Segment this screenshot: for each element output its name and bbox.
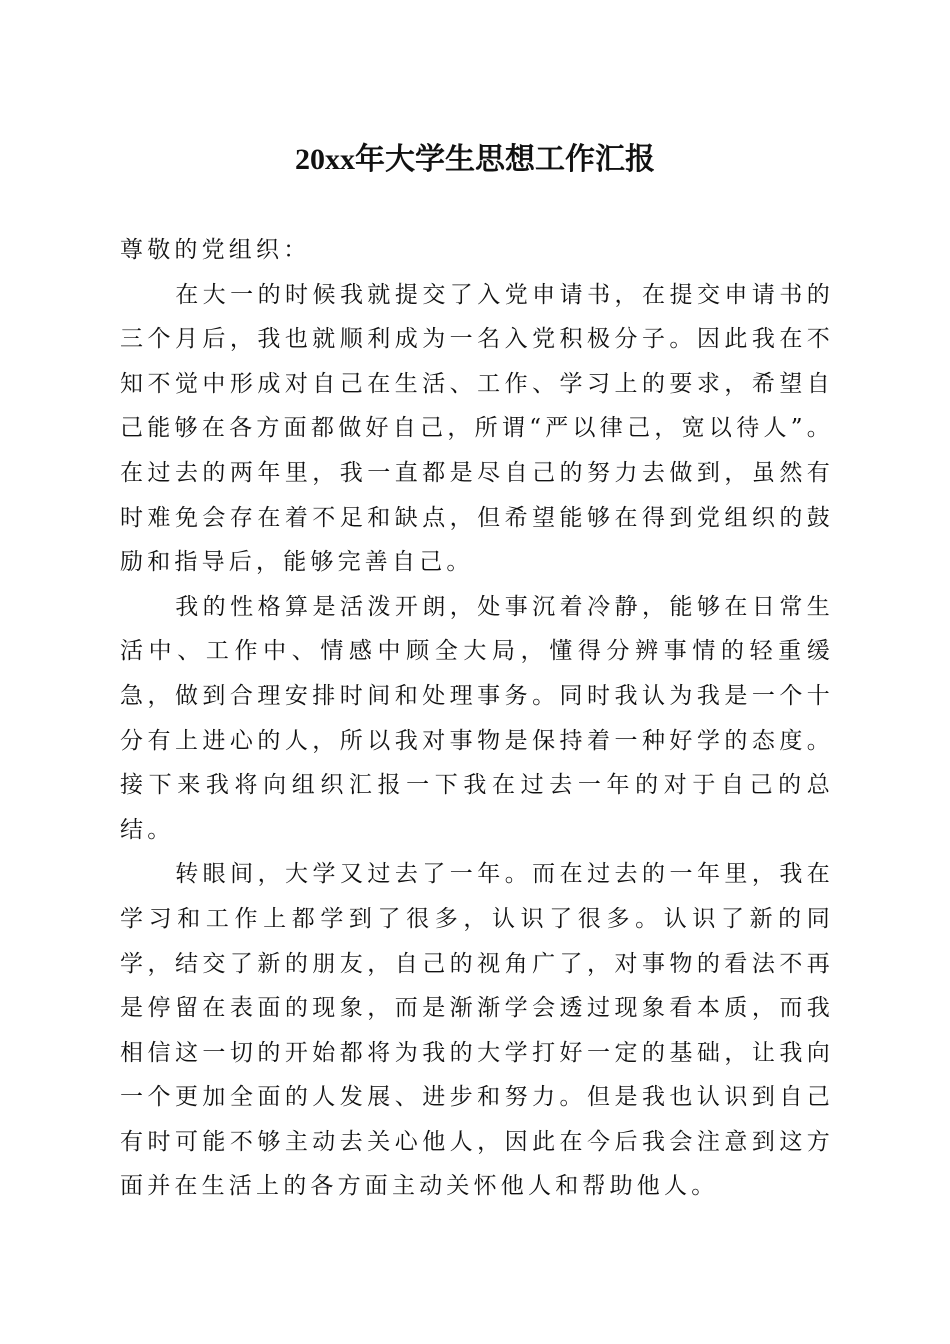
document-body [120, 228, 834, 1209]
paragraph-2: 我的性格算是活泼开朗，处事沉着冷静，能够在日常生活中、工作中、情感中顾全大局，懂得分辨事情的轻重缓急，做到合理安排时间和处理事务。同时我认为我是一个十分有上进心的人，所以我对事物是保持着一种好学的态度。接下来我将向组织汇报一下我在过去一年的对于自己的总结。 [120, 593, 834, 843]
document-title: 20xx年大学生思想工作汇报 [295, 143, 655, 176]
salutation: 尊敬的党组织： [120, 237, 311, 263]
paragraph-1: 在大一的时候我就提交了入党申请书，在提交申请书的三个月后，我也就顺利成为一名入党积极分子。因此我在不知不觉中形成对自己在生活、工作、学习上的要求，希望自己能够在各方面都做好自己，所谓“严以律己，宽以待人”。在过去的两年里，我一直都是尽自己的努力去做到，虽然有时难免会存在着不足和缺点，但希望能够在得到党组织的鼓励和指导后，能够完善自己。 [120, 281, 834, 576]
paragraph-3: 转眼间，大学又过去了一年。而在过去的一年里，我在学习和工作上都学到了很多，认识了很多。认识了新的同学，结交了新的朋友，自己的视角广了，对事物的看法不再是停留在表面的现象，而是渐渐学会透过现象看本质，而我相信这一切的开始都将为我的大学打好一定的基础，让我向一个更加全面的人发展、进步和努力。但是我也认识到自己有时可能不够主动去关心他人，因此在今后我会注意到这方面并在生活上的各方面主动关怀他人和帮助他人。 [120, 861, 834, 1200]
